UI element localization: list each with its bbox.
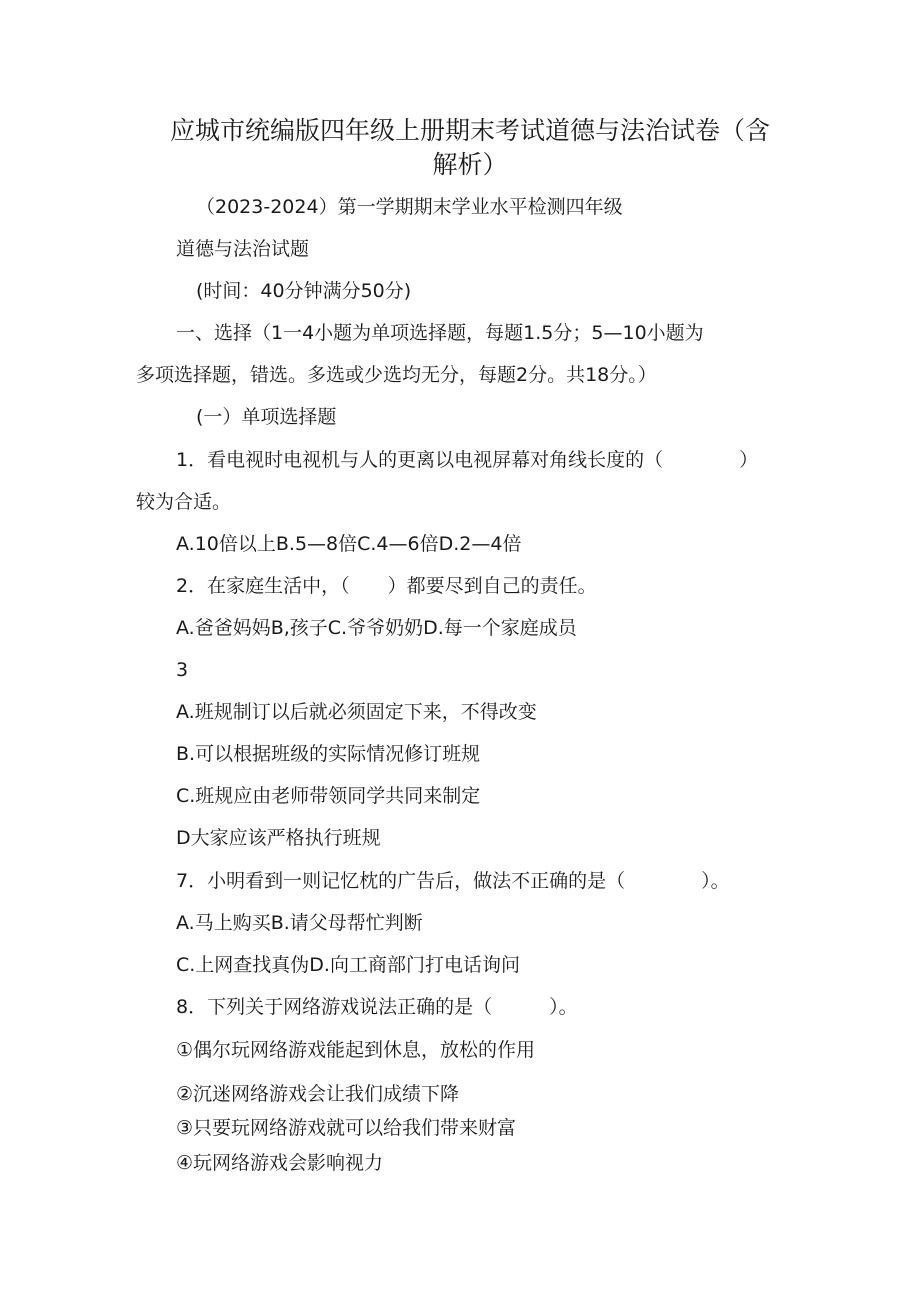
document-title bbox=[150, 114, 790, 182]
section-heading-line-1: 一、选择（1一4小题为单项选择题，每题1.5分；5—10小题为 bbox=[176, 322, 704, 344]
question-7-options-2: C.上网查找真伪D.向工商部门打电话询问 bbox=[176, 954, 520, 976]
section-heading-line-2: 多项选择题，错选。多选或少选均无分，每题2分。共18分。） bbox=[136, 364, 657, 386]
question-1-line-2: 较为合适。 bbox=[136, 491, 232, 513]
question-3-option-a: A.班规制订以后就必须固定下来，不得改变 bbox=[176, 701, 537, 723]
subsection-heading: (一）单项选择题 bbox=[196, 406, 337, 428]
question-3-option-b: B.可以根据班级的实际情况修订班规 bbox=[176, 743, 481, 765]
question-3-option-c: C.班规应由老师带领同学共同来制定 bbox=[176, 785, 481, 807]
question-2-options: A.爸爸妈妈B,孩子C.爷爷奶奶D.每一个家庭成员 bbox=[176, 617, 577, 639]
question-2: 2．在家庭生活中，（ ）都要尽到自己的责任。 bbox=[176, 575, 597, 597]
title-line-1: 应城市统编版四年级上册期末考试道德与法治试卷（含 bbox=[169, 116, 770, 145]
question-1-line-1: 1．看电视时电视机与人的更离以电视屏幕对角线长度的（ ） bbox=[176, 449, 759, 471]
question-3-number: 3 bbox=[176, 659, 189, 681]
question-8-item-3: ③只要玩网络游戏就可以给我们带来财富 bbox=[176, 1117, 517, 1139]
question-7-options-1: A.马上购买B.请父母帮忙判断 bbox=[176, 912, 423, 934]
subtitle: （2023-2024）第一学期期末学业水平检测四年级 bbox=[196, 196, 623, 218]
question-8-item-2: ②沉迷网络游戏会让我们成绩下降 bbox=[176, 1083, 460, 1105]
question-3-option-d: D大家应该严格执行班规 bbox=[176, 827, 381, 849]
title-line-2: 解析） bbox=[432, 150, 508, 179]
question-8-item-4: ④玩网络游戏会影响视力 bbox=[176, 1152, 384, 1174]
question-8: 8．下列关于网络游戏说法正确的是（ ）。 bbox=[176, 996, 578, 1018]
exam-name: 道德与法治试题 bbox=[176, 238, 310, 260]
question-8-item-1: ①偶尔玩网络游戏能起到休息，放松的作用 bbox=[176, 1039, 536, 1061]
question-7: 7．小明看到一则记忆枕的广告后，做法不正确的是（ ）。 bbox=[176, 870, 730, 892]
time-info: (时间：40分钟满分50分) bbox=[196, 280, 412, 302]
question-1-options: A.10倍以上B.5—8倍C.4—6倍D.2—4倍 bbox=[176, 533, 522, 555]
